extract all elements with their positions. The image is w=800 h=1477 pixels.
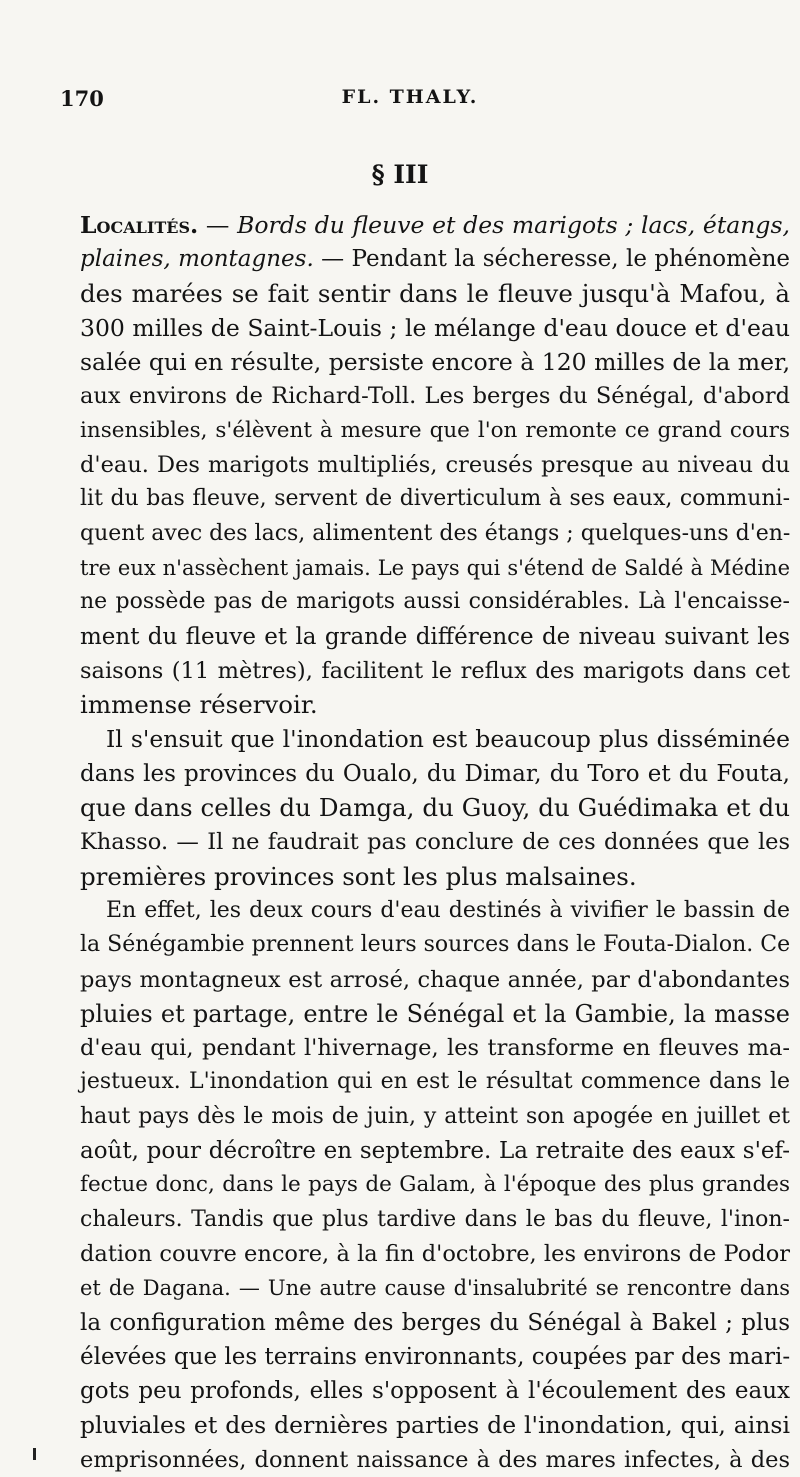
- text-line: élevées que les terrains environnants, coupées par des mari-: [80, 1343, 791, 1370]
- text-line: fectue donc, dans le pays de Galam, à l'époque des plus grandes: [80, 1172, 790, 1198]
- lead-dash: —: [198, 211, 238, 239]
- text-line: la Sénégambie prennent leurs sources dans le Fouta-Dialon. Ce: [80, 932, 791, 958]
- text-line: premières provinces sont les plus malsaines.: [80, 861, 637, 891]
- lead-title-part-1: Bords du fleuve et des marigots ; lacs, étangs,: [237, 211, 790, 239]
- text-line: ment du fleuve et la grande différence de niveau suivant les: [80, 623, 790, 650]
- lead-rest: — Pendant la sécheresse, le phénomène: [313, 246, 790, 273]
- text-line: des marées se fait sentir dans le fleuve jusqu'à Mafou, à: [80, 278, 790, 308]
- text-line: tre eux n'assèchent jamais. Le pays qui s'étend de Saldé à Médine: [80, 555, 790, 580]
- text-line: dation couvre encore, à la fin d'octobre, les environs de Podor: [80, 1240, 790, 1267]
- text-line: et de Dagana. — Une autre cause d'insalubrité se rencontre dans: [80, 1276, 790, 1301]
- text-line: gots peu profonds, elles s'opposent à l'écoulement des eaux: [80, 1378, 790, 1405]
- text-line: pluviales et des dernières parties de l'inondation, qui, ainsi: [80, 1411, 790, 1440]
- body-text: [80, 208, 790, 1477]
- text-line: En effet, les deux cours d'eau destinés à vivifier le bassin de: [106, 897, 790, 923]
- text-line: 300 milles de Saint-Louis ; le mélange d'eau douce et d'eau: [80, 313, 790, 342]
- text-line: insensibles, s'élèvent à mesure que l'on remonte ce grand cours: [80, 417, 790, 443]
- paragraph-1-line-1: [80, 208, 790, 242]
- text-line: saisons (11 mètres), facilitent le reflux des marigots dans cet: [80, 657, 790, 684]
- text-line: dans les provinces du Oualo, du Dimar, du Toro et du Fouta,: [80, 760, 790, 787]
- text-line: d'eau qui, pendant l'hivernage, les transforme en fleuves ma-: [80, 1035, 790, 1062]
- text-line: pluies et partage, entre le Sénégal et la Gambie, la masse: [80, 999, 790, 1028]
- text-line: Khasso. — Il ne faudrait pas conclure de ces données que les: [80, 829, 790, 856]
- text-line: salée qui en résulte, persiste encore à 120 milles de la mer,: [80, 348, 791, 377]
- text-line: que dans celles du Damga, du Guoy, du Guédimaka et du: [80, 793, 790, 823]
- paragraph-1-line-2: [80, 242, 790, 276]
- section-heading: § III: [371, 160, 429, 189]
- text-line: d'eau. Des marigots multipliés, creusés presque au niveau du: [80, 452, 790, 479]
- text-line: pays montagneux est arrosé, chaque année, par d'abondantes: [80, 966, 790, 993]
- stray-ink-mark: [33, 1448, 36, 1460]
- running-head: FL. THALY.: [341, 86, 479, 108]
- text-line: jestueux. L'inondation qui en est le résultat commence dans le: [80, 1069, 790, 1095]
- text-line: Il s'ensuit que l'inondation est beaucoup plus disséminée: [106, 725, 790, 754]
- page-number: 170: [60, 86, 104, 111]
- text-line: haut pays dès le mois de juin, y atteint son apogée en juillet et: [80, 1103, 790, 1129]
- text-line: la configuration même des berges du Sénégal à Bakel ; plus: [80, 1309, 790, 1336]
- localites-label: Localités.: [80, 211, 199, 239]
- text-line: immense réservoir.: [80, 690, 318, 720]
- page-header: [60, 86, 760, 116]
- text-line: chaleurs. Tandis que plus tardive dans le bas du fleuve, l'inon-: [80, 1206, 790, 1232]
- text-line: lit du bas fleuve, servent de diverticulum à ses eaux, communi-: [80, 486, 790, 512]
- text-line: aux environs de Richard-Toll. Les berges du Sénégal, d'abord: [80, 383, 790, 410]
- text-line: quent avec des lacs, alimentent des étangs ; quelques-uns d'en-: [80, 520, 791, 546]
- text-line: août, pour décroître en septembre. La retraite des eaux s'ef-: [80, 1138, 790, 1165]
- text-line: emprisonnées, donnent naissance à des mares infectes, à des: [80, 1446, 790, 1473]
- text-line: ne possède pas de marigots aussi considérables. Là l'encaisse-: [80, 589, 790, 615]
- lead-title-part-2: plaines, montagnes.: [80, 246, 314, 273]
